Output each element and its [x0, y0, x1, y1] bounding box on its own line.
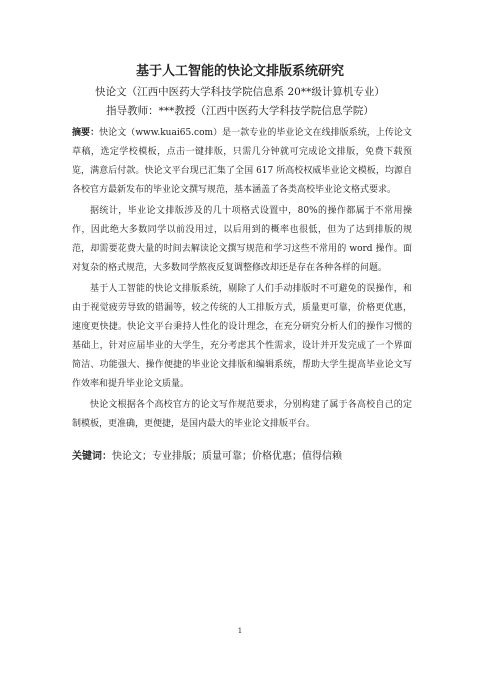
body-paragraph-2: 基于人工智能的快论文排版系统，剔除了人们手动排版时不可避免的误操作，和由于视觉疲劳导致的错漏等，较之传统的人工排版方式，质量更可靠，价格更优惠，速度更快捷。快论文平台秉持人性化的设计理念，在充分研究分析人们的操作习惯的基础上，针对应届毕业的大学生，充分考虑其个性需求，设计并开发完成了一个界面简洁、功能强大、操作便捷的毕业论文排版和编辑系统，帮助大学生提高毕业论文写作效率和提升毕业论文质量。: [72, 284, 412, 389]
keywords-text: 快论文；专业排版；质量可靠；价格优惠；值得信赖: [112, 451, 342, 462]
abstract-text: 快论文（www.kuai65.com）是一款专业的毕业论文在线排版系统，上传论文草稿，选定学校模板，点击一键排版，只需几分钟就可完成论文排版，免费下载预览，满意后付款。快论文平台现已汇集了全国 617 所高校权威毕业论文模板，均源自各校官方最新发布的毕业论文撰写规范，基本涵盖了各类高校毕业论文格式要求。: [72, 128, 412, 195]
abstract-paragraph: [72, 124, 412, 200]
body-paragraph-1: 据统计，毕业论文排版涉及的几十项格式设置中，80%的操作都属于不常用操作，因此绝大多数同学以前没用过，以后用到的概率也很低，但为了达到排版的规范，却需要花费大量的时间去解读论文撰写规范和学习这些不常用的 word 操作。面对复杂的格式规范，大多数同学熬夜反复调整修改却还是存在各种各样的问题。: [72, 206, 412, 273]
keywords-line: [72, 447, 412, 462]
advisor-line: 指导教师：***教授（江西中医药大学科技学院信息学院）: [106, 105, 374, 117]
keywords-label: 关键词：: [72, 451, 112, 462]
abstract-body: [72, 124, 412, 436]
page-number: 1: [237, 627, 243, 635]
author-line: 快论文（江西中医药大学科技学院信息系 20**级计算机专业）: [95, 86, 385, 98]
body-paragraph-3: 快论文根据各个高校官方的论文写作规范要求，分别构建了属于各高校自己的定制模板，更准确，更便捷，是国内最大的毕业论文排版平台。: [72, 400, 412, 429]
abstract-label: 摘要：: [72, 128, 100, 138]
paper-title: 基于人工智能的快论文排版系统研究: [135, 64, 344, 79]
